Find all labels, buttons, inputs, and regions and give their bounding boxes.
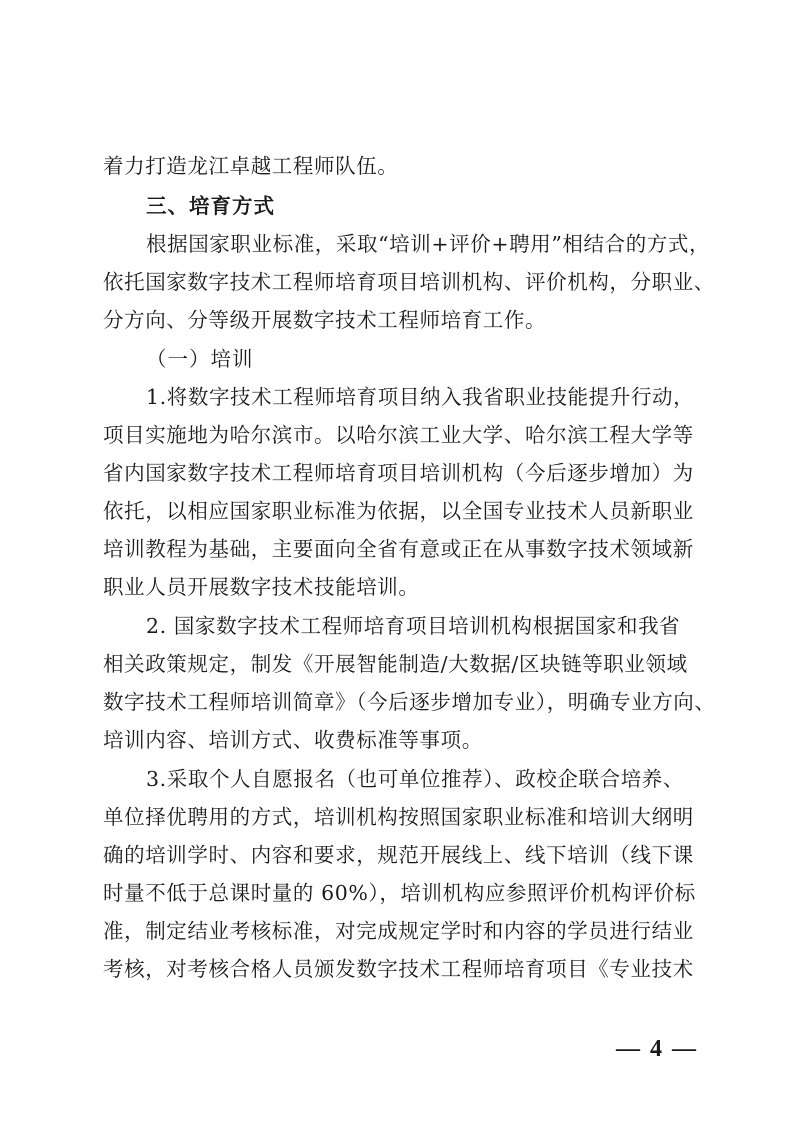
text-line: 分方向、分等级开展数字技术工程师培育工作。	[103, 308, 547, 332]
text-line: 根据国家职业标准，采取“培训+评价+聘用”相结合的方式，	[146, 232, 711, 256]
text-line: 项目实施地为哈尔滨市。以哈尔滨工业大学、哈尔滨工程大学等	[103, 423, 694, 447]
text-line: 相关政策规定，制发《开展智能制造/大数据/区块链等职业领域	[103, 652, 688, 676]
text-line: 着力打造龙江卓越工程师队伍。	[103, 154, 399, 178]
page-number: — 4 —	[616, 1036, 698, 1062]
text-line: 依托，以相应国家职业标准为依据，以全国专业技术人员新职业	[103, 499, 694, 523]
text-line: 准，制定结业考核标准，对完成规定学时和内容的学员进行结业	[103, 919, 694, 943]
text-line: 培训教程为基础，主要面向全省有意或正在从事数字技术领域新	[103, 537, 694, 561]
text-line: 考核，对考核合格人员颁发数字技术工程师培育项目《专业技术	[103, 957, 694, 981]
text-line: 数字技术工程师培训简章》（今后逐步增加专业），明确专业方向、	[103, 690, 716, 714]
section-heading: 三、培育方式	[146, 194, 275, 218]
text-line: 3.采取个人自愿报名（也可单位推荐）、政校企联合培养、	[146, 767, 685, 791]
subsection-heading: （一）培训	[146, 347, 254, 371]
text-line: 1.将数字技术工程师培育项目纳入我省职业技能提升行动，	[146, 385, 695, 409]
text-line: 依托国家数字技术工程师培育项目培训机构、评价机构，分职业、	[103, 270, 715, 294]
text-line: 单位择优聘用的方式，培训机构按照国家职业标准和培训大纲明	[103, 805, 694, 829]
text-line: 确的培训学时、内容和要求，规范开展线上、线下培训（线下课	[103, 843, 694, 867]
text-line: 时量不低于总课时量的 60%），培训机构应参照评价机构评价标	[103, 881, 696, 905]
text-line: 培训内容、培训方式、收费标准等事项。	[103, 728, 483, 752]
text-line: 2. 国家数字技术工程师培育项目培训机构根据国家和我省	[146, 614, 681, 638]
text-line: 省内国家数字技术工程师培育项目培训机构（今后逐步增加）为	[103, 461, 694, 485]
text-line: 职业人员开展数字技术技能培训。	[103, 575, 420, 599]
